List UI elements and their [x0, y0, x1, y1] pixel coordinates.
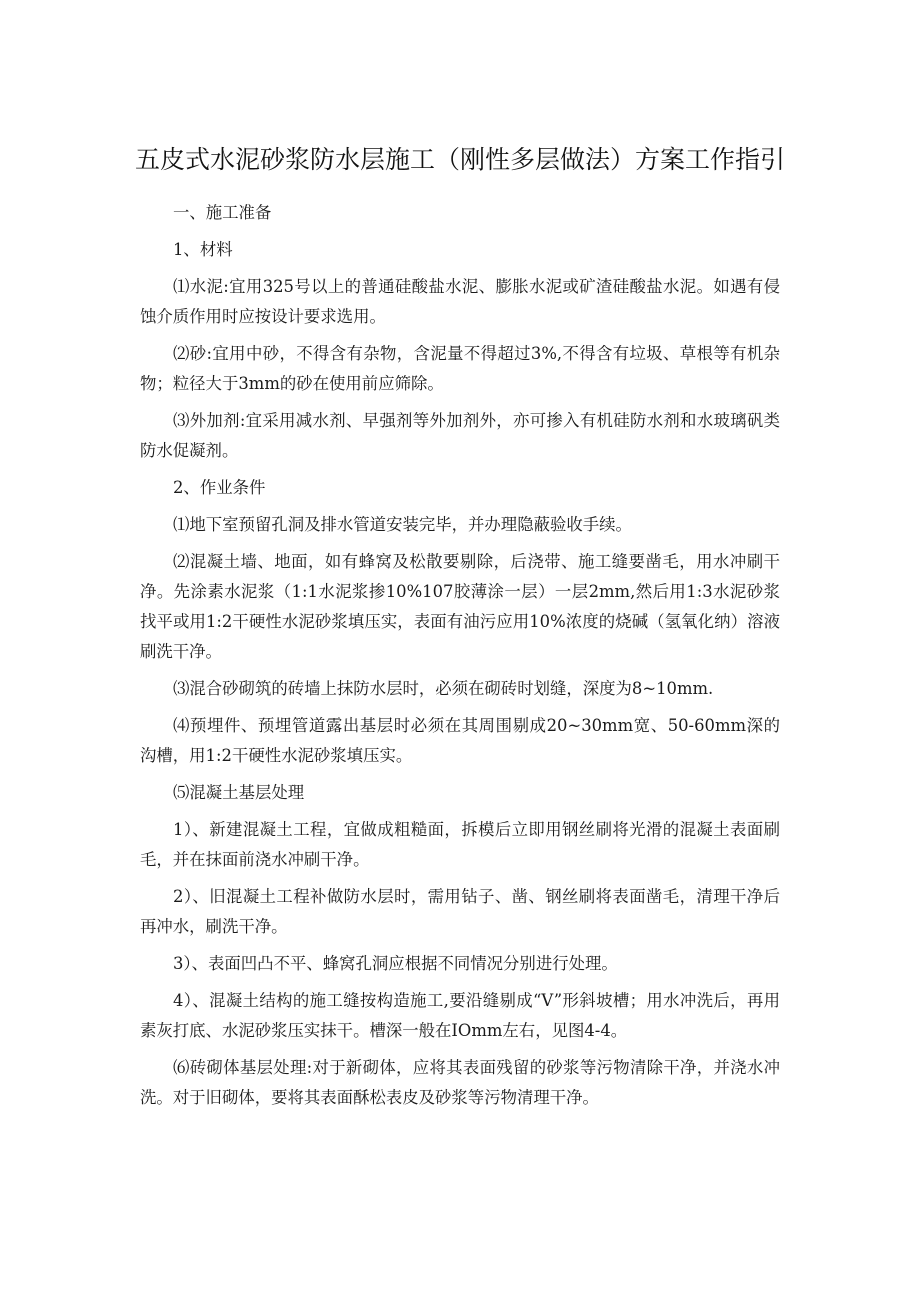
- document-title: 五皮式水泥砂浆防水层施工（刚性多层做法）方案工作指引: [134, 145, 785, 174]
- subsection-heading-conditions: 2、作业条件: [173, 478, 266, 497]
- paragraph-uneven-surface: 3）、表面凹凸不平、蜂窝孔洞应根据不同情况分别进行处理。: [173, 954, 618, 973]
- paragraph-admixture: ⑶外加剂:宜采用减水剂、早强剂等外加剂外，亦可掺入有机硅防水剂和水玻璃矾类防水促凝剂。: [140, 411, 780, 460]
- paragraph-masonry-base: ⑹砖砌体基层处理:对于新砌体，应将其表面残留的砂浆等污物清除干净，并浇水冲洗。对于旧砌体，要将其表面酥松表皮及砂浆等污物清理干净。: [140, 1058, 780, 1107]
- paragraph-concrete-base-heading: ⑸混凝土基层处理: [173, 783, 305, 802]
- paragraph-concrete-wall-floor: ⑵混凝土墙、地面，如有蜂窝及松散要剔除，后浇带、施工缝要凿毛，用水冲刷干净。先涂素水泥浆（1:1水泥浆掺10%107胶薄涂一层）一层2mm,然后用1:3水泥砂浆找平或用1:2干硬性水泥砂浆填压实，表面有油污应用10%浓度的烧碱（氢氧化纳）溶液刷洗干净。: [140, 552, 780, 661]
- paragraph-brick-wall: ⑶混合砂砌筑的砖墙上抹防水层时，必须在砌砖时划缝，深度为8~10mm.: [173, 679, 714, 698]
- subsection-heading-materials: 1、材料: [173, 240, 233, 259]
- paragraph-basement-holes: ⑴地下室预留孔洞及排水管道安装完毕，并办理隐蔽验收手续。: [173, 515, 632, 534]
- paragraph-construction-joint: 4）、混凝土结构的施工缝按构造施工,要沿缝剔成“V”形斜坡槽；用水冲洗后，再用素灰打底、水泥砂浆压实抹干。槽深一般在IOmm左右，见图4-4。: [140, 991, 780, 1040]
- paragraph-sand: ⑵砂:宜用中砂，不得含有杂物，含泥量不得超过3%,不得含有垃圾、草根等有机杂物；粒径大于3mm的砂在使用前应筛除。: [140, 344, 780, 393]
- section-heading-preparation: 一、施工准备: [173, 203, 272, 222]
- paragraph-old-concrete: 2）、旧混凝土工程补做防水层时，需用钻子、凿、钢丝刷将表面凿毛，清理干净后再冲水，刷洗干净。: [140, 887, 780, 936]
- paragraph-embedded-parts: ⑷预埋件、预埋管道露出基层时必须在其周围剔成20~30mm宽、50-60mm深的沟槽，用1:2干硬性水泥砂浆填压实。: [140, 716, 780, 765]
- document-body: [140, 198, 780, 1120]
- paragraph-cement: ⑴水泥:宜用325号以上的普通硅酸盐水泥、膨胀水泥或矿渣硅酸盐水泥。如遇有侵蚀介质作用时应按设计要求选用。: [140, 277, 780, 326]
- paragraph-new-concrete: 1）、新建混凝土工程，宜做成粗糙面，拆模后立即用钢丝刷将光滑的混凝土表面刷毛，并在抹面前浇水冲刷干净。: [140, 820, 780, 869]
